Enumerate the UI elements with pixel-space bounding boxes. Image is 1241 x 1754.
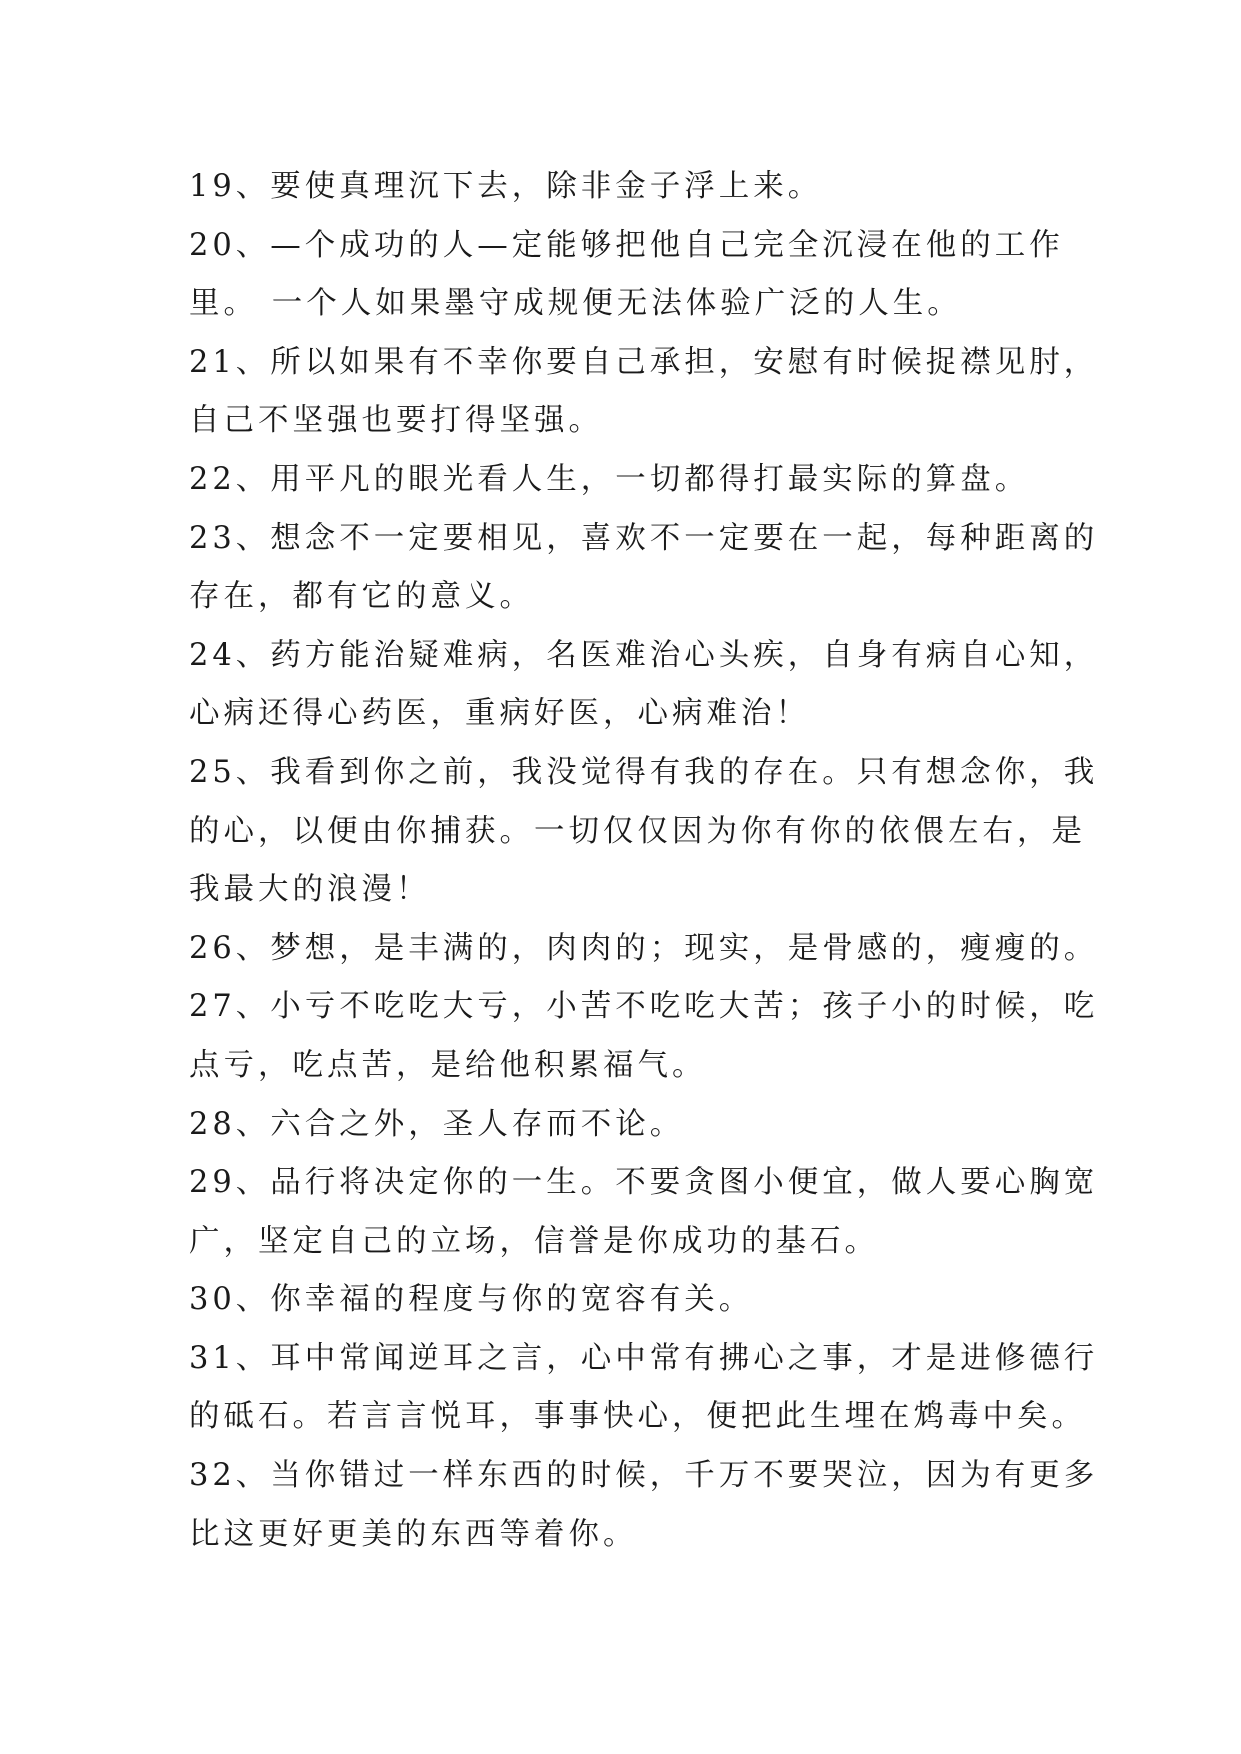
text-line: 22、用平凡的眼光看人生，一切都得打最实际的算盘。 — [189, 461, 1030, 497]
text-line: 26、梦想，是丰满的，肉肉的；现实，是骨感的，瘦瘦的。 — [189, 930, 1099, 966]
text-line: 19、要使真理沉下去，除非金子浮上来。 — [189, 169, 823, 204]
text-line: 23、想念不一定要相见，喜欢不一定要在一起，每种距离的 — [189, 520, 1099, 556]
text-line: 广，坚定自己的立场，信誉是你成功的基石。 — [189, 1223, 879, 1259]
text-line: 32、当你错过一样东西的时候，千万不要哭泣，因为有更多 — [189, 1458, 1099, 1494]
text-line: 27、小亏不吃吃大亏，小苦不吃吃大苦；孩子小的时候，吃 — [189, 989, 1099, 1025]
text-line: 29、品行将决定你的一生。不要贪图小便宜，做人要心胸宽 — [189, 1165, 1099, 1201]
text-line: 30、你幸福的程度与你的宽容有关。 — [189, 1282, 754, 1318]
text-line: 21、所以如果有不幸你要自己承担，安慰有时候捉襟见肘， — [189, 344, 1099, 380]
text-line: 我最大的浪漫！ — [189, 872, 431, 908]
text-line: 28、六合之外，圣人存而不论。 — [189, 1106, 685, 1142]
text-line: 的砥石。若言言悦耳，事事快心，便把此生埋在鸩毒中矣。 — [189, 1399, 1086, 1435]
text-line: 25、我看到你之前，我没觉得有我的存在。只有想念你，我 — [189, 754, 1099, 790]
text-line: 里。 一个人如果墨守成规便无法体验广泛的人生。 — [189, 286, 962, 322]
text-line: 20、—个成功的人—定能够把他自己完全沉浸在他的工作 — [189, 227, 1064, 263]
text-line: 点亏，吃点苦，是给他积累福气。 — [189, 1047, 707, 1083]
text-line: 31、耳中常闻逆耳之言，心中常有拂心之事，才是进修德行 — [189, 1340, 1099, 1376]
text-line: 存在，都有它的意义。 — [189, 579, 534, 615]
text-line: 心病还得心药医，重病好医，心病难治！ — [189, 696, 810, 732]
document-body — [189, 158, 1099, 1564]
text-line: 自己不坚强也要打得坚强。 — [189, 403, 603, 439]
text-line: 比这更好更美的东西等着你。 — [189, 1516, 638, 1552]
text-line: 的心，以便由你捕获。一切仅仅因为你有你的依偎左右，是 — [189, 813, 1086, 849]
text-line: 24、药方能治疑难病，名医难治心头疾，自身有病自心知， — [189, 637, 1099, 673]
